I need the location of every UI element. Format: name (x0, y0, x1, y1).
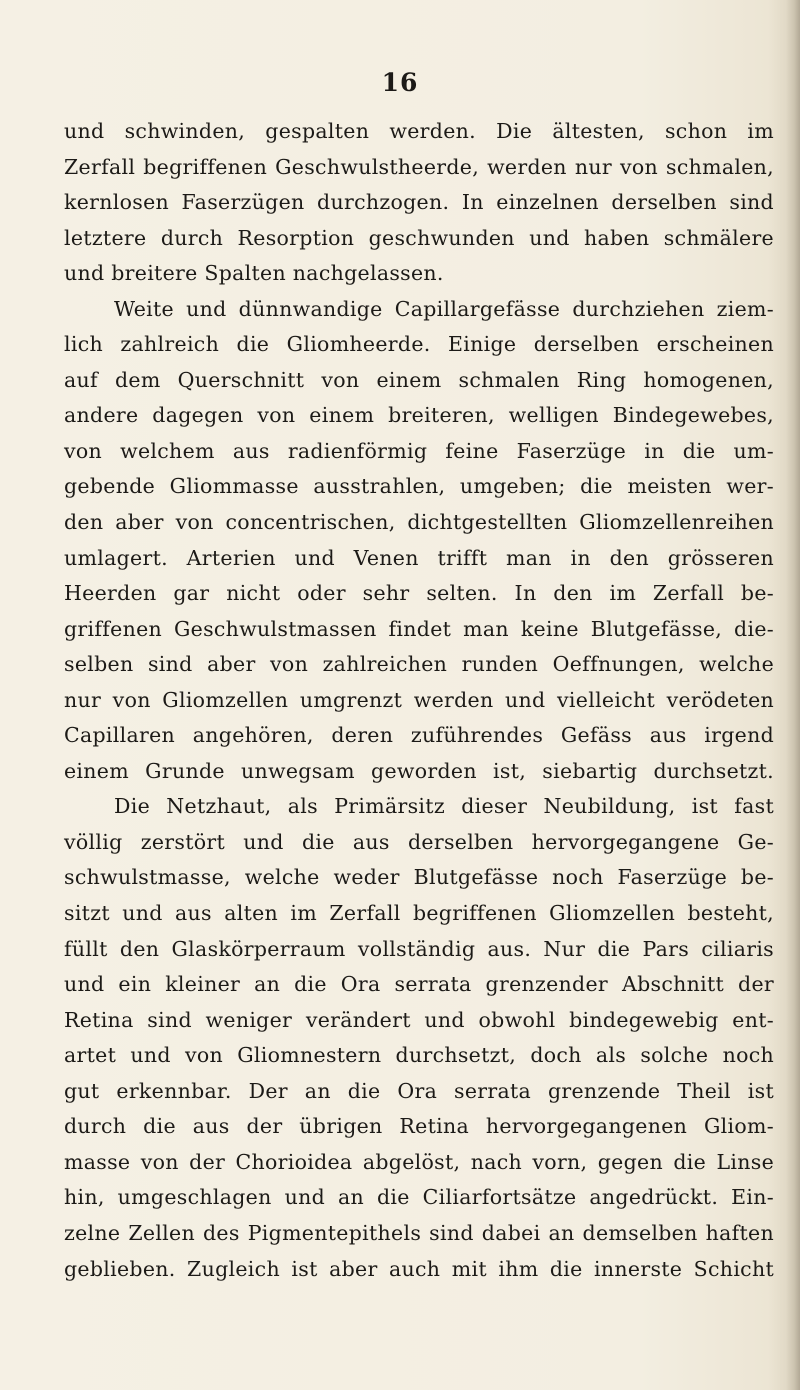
text-line: kernlosen Faserzügen durchzogen. In einzelnen derselben sind (64, 190, 774, 215)
text-line: griffenen Geschwulstmassen findet man keine Blutgefässe, die- (64, 616, 774, 641)
text-line: einem Grunde unwegsam geworden ist, siebartig durchsetzt. (64, 758, 774, 783)
text-line: und ein kleiner an die Ora serrata grenzender Abschnitt der (64, 972, 774, 997)
text-line: schwulstmasse, welche weder Blutgefässe noch Faserzüge be- (64, 865, 774, 890)
text-line: Heerden gar nicht oder sehr selten. In den im Zerfall be- (64, 581, 774, 606)
page-number: 16 (381, 68, 419, 97)
text-line: zelne Zellen des Pigmentepithels sind dabei an demselben haften (64, 1220, 774, 1245)
text-line: hin, umgeschlagen und an die Ciliarfortsätze angedrückt. Ein- (64, 1185, 774, 1210)
text-line: selben sind aber von zahlreichen runden Oeffnungen, welche (64, 652, 774, 677)
text-line: nur von Gliomzellen umgrenzt werden und vielleicht verödeten (64, 687, 774, 712)
text-line: von welchem aus radienförmig feine Faserzüge in die um- (64, 438, 774, 463)
text-line: gebende Gliommasse ausstrahlen, umgeben; die meisten wer- (64, 474, 774, 499)
text-line: masse von der Chorioidea abgelöst, nach vorn, gegen die Linse (64, 1149, 774, 1174)
text-line: durch die aus der übrigen Retina hervorgegangenen Gliom- (64, 1114, 774, 1139)
text-line: und breitere Spalten nachgelassen. (64, 261, 444, 286)
text-line: gut erkennbar. Der an die Ora serrata grenzende Theil ist (64, 1078, 774, 1103)
text-line: lich zahlreich die Gliomheerde. Einige derselben erscheinen (64, 332, 774, 357)
text-line: den aber von concentrischen, dichtgestellten Gliomzellenreihen (64, 510, 774, 535)
text-line: andere dagegen von einem breiteren, welligen Bindegewebes, (64, 403, 774, 428)
text-line: sitzt und aus alten im Zerfall begriffenen Gliomzellen besteht, (64, 901, 774, 926)
text-line: auf dem Querschnitt von einem schmalen Ring homogenen, (64, 367, 774, 392)
text-line: und schwinden, gespalten werden. Die ältesten, schon im (64, 119, 774, 143)
text-line: Weite und dünnwandige Capillargefässe durchziehen ziem- (114, 296, 774, 321)
text-line: Capillaren angehören, deren zuführendes Gefäss aus irgend (64, 723, 774, 748)
text-line: völlig zerstört und die aus derselben hervorgegangene Ge- (64, 829, 774, 854)
text-line: Die Netzhaut, als Primärsitz dieser Neubildung, ist fast (114, 794, 774, 819)
text-line: artet und von Gliomnestern durchsetzt, doch als solche noch (64, 1043, 774, 1068)
page-edge-shadow (786, 0, 800, 1390)
text-line: Retina sind weniger verändert und obwohl bindegewebig ent- (64, 1007, 774, 1032)
body-text (64, 114, 774, 1287)
text-line: füllt den Glaskörperraum vollständig aus. Nur die Pars ciliaris (64, 936, 774, 961)
text-line: geblieben. Zugleich ist aber auch mit ihm die innerste Schicht (64, 1256, 774, 1281)
text-line: Zerfall begriffenen Geschwulstheerde, werden nur von schmalen, (64, 154, 774, 179)
text-line: letztere durch Resorption geschwunden und haben schmälere (64, 225, 774, 250)
text-line: umlagert. Arterien und Venen trifft man in den grösseren (64, 545, 774, 570)
